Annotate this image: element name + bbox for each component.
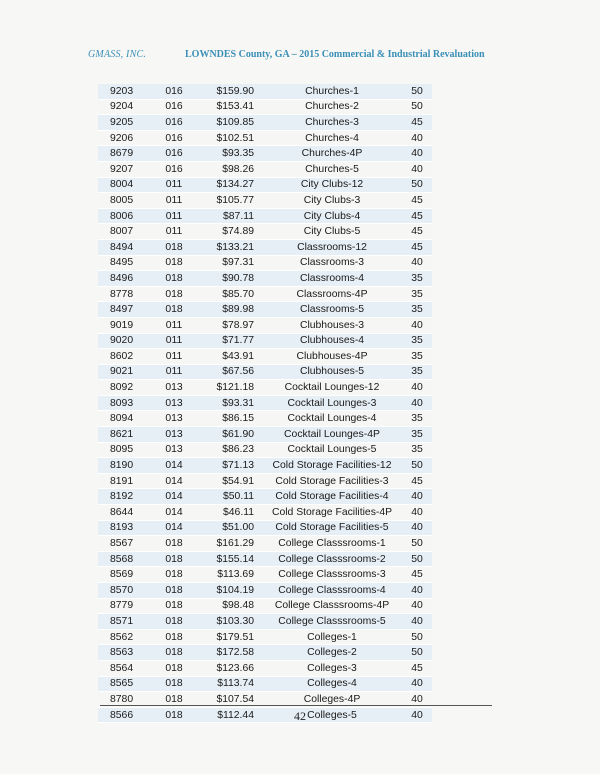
life-years-cell: 40 (402, 317, 432, 333)
class-code-cell: 011 (150, 317, 198, 333)
life-years-cell: 40 (402, 255, 432, 271)
table-row (98, 193, 432, 209)
class-code-cell: 011 (150, 364, 198, 380)
document-title: LOWNDES County, GA – 2015 Commercial & Industrial Revaluation (185, 49, 485, 60)
cost-per-sqft-cell: $98.48 (198, 598, 262, 614)
cost-per-sqft-cell: $172.58 (198, 645, 262, 661)
occupancy-code-cell: 8563 (98, 645, 150, 661)
class-code-cell: 018 (150, 645, 198, 661)
table-row (98, 614, 432, 630)
life-years-cell: 35 (402, 364, 432, 380)
class-code-cell: 011 (150, 177, 198, 193)
table-row (98, 224, 432, 240)
life-years-cell: 45 (402, 208, 432, 224)
cost-per-sqft-cell: $87.11 (198, 208, 262, 224)
description-cell: College Classsrooms-1 (262, 536, 402, 552)
life-years-cell: 50 (402, 629, 432, 645)
class-code-cell: 018 (150, 660, 198, 676)
description-cell: Cocktail Lounges-4 (262, 411, 402, 427)
class-code-cell: 016 (150, 115, 198, 131)
occupancy-code-cell: 8497 (98, 302, 150, 318)
table-row (98, 567, 432, 583)
cost-per-sqft-cell: $159.90 (198, 84, 262, 99)
class-code-cell: 018 (150, 614, 198, 630)
class-code-cell: 014 (150, 458, 198, 474)
description-cell: Cocktail Lounges-4P (262, 427, 402, 443)
table-row (98, 302, 432, 318)
class-code-cell: 011 (150, 349, 198, 365)
table-row (98, 505, 432, 521)
occupancy-code-cell: 8679 (98, 146, 150, 162)
class-code-cell: 018 (150, 536, 198, 552)
life-years-cell: 45 (402, 660, 432, 676)
life-years-cell: 35 (402, 427, 432, 443)
table-row (98, 473, 432, 489)
class-code-cell: 016 (150, 161, 198, 177)
occupancy-code-cell: 9207 (98, 161, 150, 177)
occupancy-code-cell: 8568 (98, 551, 150, 567)
description-cell: Classrooms-4P (262, 286, 402, 302)
description-cell: Churches-4P (262, 146, 402, 162)
class-code-cell: 016 (150, 99, 198, 115)
description-cell: Cold Storage Facilities-4P (262, 505, 402, 521)
occupancy-code-cell: 8565 (98, 676, 150, 692)
class-code-cell: 013 (150, 380, 198, 396)
occupancy-code-cell: 8004 (98, 177, 150, 193)
description-cell: Cocktail Lounges-12 (262, 380, 402, 396)
cost-per-sqft-cell: $103.30 (198, 614, 262, 630)
table-row (98, 271, 432, 287)
life-years-cell: 40 (402, 692, 432, 708)
occupancy-code-cell: 8570 (98, 583, 150, 599)
cost-per-sqft-cell: $123.66 (198, 660, 262, 676)
cost-per-sqft-cell: $113.69 (198, 567, 262, 583)
description-cell: Colleges-2 (262, 645, 402, 661)
occupancy-code-cell: 8005 (98, 193, 150, 209)
description-cell: Clubhouses-5 (262, 364, 402, 380)
occupancy-code-cell: 8193 (98, 520, 150, 536)
footer-divider (100, 705, 492, 706)
cost-per-sqft-cell: $102.51 (198, 130, 262, 146)
table-row (98, 177, 432, 193)
description-cell: Colleges-1 (262, 629, 402, 645)
occupancy-code-cell: 8190 (98, 458, 150, 474)
description-cell: Churches-1 (262, 84, 402, 99)
occupancy-code-cell: 9204 (98, 99, 150, 115)
table-row (98, 458, 432, 474)
description-cell: Classrooms-4 (262, 271, 402, 287)
life-years-cell: 45 (402, 473, 432, 489)
description-cell: Classrooms-5 (262, 302, 402, 318)
occupancy-code-cell: 9206 (98, 130, 150, 146)
occupancy-code-cell: 8602 (98, 349, 150, 365)
table-row (98, 255, 432, 271)
class-code-cell: 013 (150, 395, 198, 411)
life-years-cell: 45 (402, 115, 432, 131)
life-years-cell: 40 (402, 598, 432, 614)
table-row (98, 208, 432, 224)
cost-per-sqft-cell: $74.89 (198, 224, 262, 240)
cost-per-sqft-cell: $112.44 (198, 707, 262, 723)
cost-table-container (98, 84, 432, 723)
cost-per-sqft-cell: $179.51 (198, 629, 262, 645)
life-years-cell: 45 (402, 239, 432, 255)
life-years-cell: 40 (402, 146, 432, 162)
occupancy-code-cell: 8191 (98, 473, 150, 489)
life-years-cell: 35 (402, 442, 432, 458)
cost-per-sqft-cell: $155.14 (198, 551, 262, 567)
description-cell: City Clubs-12 (262, 177, 402, 193)
table-row (98, 536, 432, 552)
life-years-cell: 35 (402, 271, 432, 287)
description-cell: Clubhouses-3 (262, 317, 402, 333)
life-years-cell: 45 (402, 224, 432, 240)
cost-per-sqft-cell: $93.31 (198, 395, 262, 411)
life-years-cell: 40 (402, 583, 432, 599)
description-cell: College Classsrooms-4P (262, 598, 402, 614)
table-row (98, 395, 432, 411)
page-number: 42 (294, 709, 306, 723)
occupancy-code-cell: 8006 (98, 208, 150, 224)
class-code-cell: 018 (150, 567, 198, 583)
occupancy-code-cell: 8093 (98, 395, 150, 411)
cost-per-sqft-cell: $90.78 (198, 271, 262, 287)
cost-per-sqft-cell: $161.29 (198, 536, 262, 552)
life-years-cell: 50 (402, 536, 432, 552)
description-cell: Clubhouses-4 (262, 333, 402, 349)
life-years-cell: 40 (402, 520, 432, 536)
cost-per-sqft-cell: $86.23 (198, 442, 262, 458)
occupancy-code-cell: 8094 (98, 411, 150, 427)
life-years-cell: 40 (402, 676, 432, 692)
life-years-cell: 50 (402, 177, 432, 193)
table-row (98, 115, 432, 131)
cost-per-sqft-cell: $104.19 (198, 583, 262, 599)
occupancy-code-cell: 8495 (98, 255, 150, 271)
table-row (98, 660, 432, 676)
life-years-cell: 40 (402, 130, 432, 146)
occupancy-code-cell: 8095 (98, 442, 150, 458)
class-code-cell: 011 (150, 193, 198, 209)
class-code-cell: 014 (150, 505, 198, 521)
description-cell: City Clubs-5 (262, 224, 402, 240)
table-row (98, 286, 432, 302)
cost-table-body (98, 84, 432, 723)
occupancy-code-cell: 8092 (98, 380, 150, 396)
life-years-cell: 40 (402, 614, 432, 630)
description-cell: Cold Storage Facilities-12 (262, 458, 402, 474)
description-cell: Cocktail Lounges-5 (262, 442, 402, 458)
occupancy-code-cell: 8571 (98, 614, 150, 630)
occupancy-code-cell: 8562 (98, 629, 150, 645)
life-years-cell: 35 (402, 286, 432, 302)
table-row (98, 629, 432, 645)
cost-per-sqft-cell: $121.18 (198, 380, 262, 396)
cost-per-sqft-cell: $89.98 (198, 302, 262, 318)
table-row (98, 427, 432, 443)
occupancy-code-cell: 9019 (98, 317, 150, 333)
cost-per-sqft-cell: $46.11 (198, 505, 262, 521)
description-cell: Cold Storage Facilities-4 (262, 489, 402, 505)
page-header (60, 49, 560, 65)
description-cell: College Classsrooms-4 (262, 583, 402, 599)
description-cell: Classrooms-3 (262, 255, 402, 271)
cost-table (98, 84, 432, 723)
class-code-cell: 011 (150, 224, 198, 240)
cost-per-sqft-cell: $50.11 (198, 489, 262, 505)
cost-per-sqft-cell: $93.35 (198, 146, 262, 162)
description-cell: Churches-3 (262, 115, 402, 131)
cost-per-sqft-cell: $71.77 (198, 333, 262, 349)
table-row (98, 520, 432, 536)
cost-per-sqft-cell: $61.90 (198, 427, 262, 443)
table-row (98, 317, 432, 333)
table-row (98, 598, 432, 614)
class-code-cell: 016 (150, 130, 198, 146)
occupancy-code-cell: 8567 (98, 536, 150, 552)
cost-per-sqft-cell: $71.13 (198, 458, 262, 474)
occupancy-code-cell: 8621 (98, 427, 150, 443)
life-years-cell: 40 (402, 380, 432, 396)
description-cell: Colleges-3 (262, 660, 402, 676)
table-row (98, 645, 432, 661)
cost-per-sqft-cell: $113.74 (198, 676, 262, 692)
occupancy-code-cell: 9020 (98, 333, 150, 349)
description-cell: College Classsrooms-5 (262, 614, 402, 630)
table-row (98, 442, 432, 458)
description-cell: City Clubs-4 (262, 208, 402, 224)
class-code-cell: 018 (150, 302, 198, 318)
table-row (98, 364, 432, 380)
occupancy-code-cell: 8494 (98, 239, 150, 255)
cost-per-sqft-cell: $78.97 (198, 317, 262, 333)
description-cell: Cocktail Lounges-3 (262, 395, 402, 411)
description-cell: Classrooms-12 (262, 239, 402, 255)
class-code-cell: 018 (150, 551, 198, 567)
description-cell: Churches-4 (262, 130, 402, 146)
class-code-cell: 018 (150, 239, 198, 255)
occupancy-code-cell: 8779 (98, 598, 150, 614)
description-cell: Cold Storage Facilities-3 (262, 473, 402, 489)
description-cell: Churches-5 (262, 161, 402, 177)
life-years-cell: 45 (402, 193, 432, 209)
description-cell: Churches-2 (262, 99, 402, 115)
cost-per-sqft-cell: $54.91 (198, 473, 262, 489)
class-code-cell: 018 (150, 271, 198, 287)
occupancy-code-cell: 8564 (98, 660, 150, 676)
class-code-cell: 018 (150, 583, 198, 599)
life-years-cell: 50 (402, 458, 432, 474)
table-row (98, 239, 432, 255)
life-years-cell: 40 (402, 161, 432, 177)
description-cell: Cold Storage Facilities-5 (262, 520, 402, 536)
cost-per-sqft-cell: $133.21 (198, 239, 262, 255)
description-cell: Clubhouses-4P (262, 349, 402, 365)
cost-per-sqft-cell: $134.27 (198, 177, 262, 193)
class-code-cell: 018 (150, 629, 198, 645)
cost-per-sqft-cell: $98.26 (198, 161, 262, 177)
class-code-cell: 018 (150, 598, 198, 614)
class-code-cell: 016 (150, 84, 198, 99)
class-code-cell: 013 (150, 427, 198, 443)
cost-per-sqft-cell: $107.54 (198, 692, 262, 708)
occupancy-code-cell: 8780 (98, 692, 150, 708)
class-code-cell: 018 (150, 692, 198, 708)
cost-per-sqft-cell: $109.85 (198, 115, 262, 131)
life-years-cell: 40 (402, 707, 432, 723)
description-cell: Colleges-4 (262, 676, 402, 692)
class-code-cell: 011 (150, 333, 198, 349)
table-row (98, 130, 432, 146)
occupancy-code-cell: 9203 (98, 84, 150, 99)
occupancy-code-cell: 8496 (98, 271, 150, 287)
life-years-cell: 35 (402, 302, 432, 318)
class-code-cell: 013 (150, 411, 198, 427)
occupancy-code-cell: 8192 (98, 489, 150, 505)
cost-per-sqft-cell: $153.41 (198, 99, 262, 115)
cost-per-sqft-cell: $85.70 (198, 286, 262, 302)
class-code-cell: 014 (150, 489, 198, 505)
occupancy-code-cell: 9021 (98, 364, 150, 380)
life-years-cell: 50 (402, 99, 432, 115)
class-code-cell: 018 (150, 707, 198, 723)
life-years-cell: 40 (402, 395, 432, 411)
class-code-cell: 014 (150, 520, 198, 536)
description-cell: City Clubs-3 (262, 193, 402, 209)
class-code-cell: 011 (150, 208, 198, 224)
class-code-cell: 018 (150, 676, 198, 692)
description-cell: College Classsrooms-2 (262, 551, 402, 567)
table-row (98, 411, 432, 427)
table-row (98, 676, 432, 692)
cost-per-sqft-cell: $67.56 (198, 364, 262, 380)
table-row (98, 489, 432, 505)
life-years-cell: 35 (402, 411, 432, 427)
life-years-cell: 40 (402, 489, 432, 505)
cost-per-sqft-cell: $86.15 (198, 411, 262, 427)
occupancy-code-cell: 8644 (98, 505, 150, 521)
class-code-cell: 018 (150, 286, 198, 302)
class-code-cell: 016 (150, 146, 198, 162)
occupancy-code-cell: 8569 (98, 567, 150, 583)
life-years-cell: 45 (402, 567, 432, 583)
table-row (98, 349, 432, 365)
table-row (98, 583, 432, 599)
life-years-cell: 35 (402, 349, 432, 365)
occupancy-code-cell: 8007 (98, 224, 150, 240)
class-code-cell: 014 (150, 473, 198, 489)
description-cell: Colleges-4P (262, 692, 402, 708)
cost-per-sqft-cell: $97.31 (198, 255, 262, 271)
table-row (98, 84, 432, 99)
table-row (98, 99, 432, 115)
life-years-cell: 35 (402, 333, 432, 349)
occupancy-code-cell: 8566 (98, 707, 150, 723)
cost-per-sqft-cell: $51.00 (198, 520, 262, 536)
table-row (98, 551, 432, 567)
description-cell: College Classsrooms-3 (262, 567, 402, 583)
class-code-cell: 018 (150, 255, 198, 271)
class-code-cell: 013 (150, 442, 198, 458)
company-name: GMASS, INC. (88, 49, 147, 60)
occupancy-code-cell: 9205 (98, 115, 150, 131)
life-years-cell: 50 (402, 645, 432, 661)
table-row (98, 333, 432, 349)
life-years-cell: 50 (402, 551, 432, 567)
table-row (98, 161, 432, 177)
occupancy-code-cell: 8778 (98, 286, 150, 302)
cost-per-sqft-cell: $105.77 (198, 193, 262, 209)
table-row (98, 146, 432, 162)
life-years-cell: 40 (402, 505, 432, 521)
cost-per-sqft-cell: $43.91 (198, 349, 262, 365)
life-years-cell: 50 (402, 84, 432, 99)
description-cell: Colleges-5 (262, 707, 402, 723)
table-row (98, 380, 432, 396)
